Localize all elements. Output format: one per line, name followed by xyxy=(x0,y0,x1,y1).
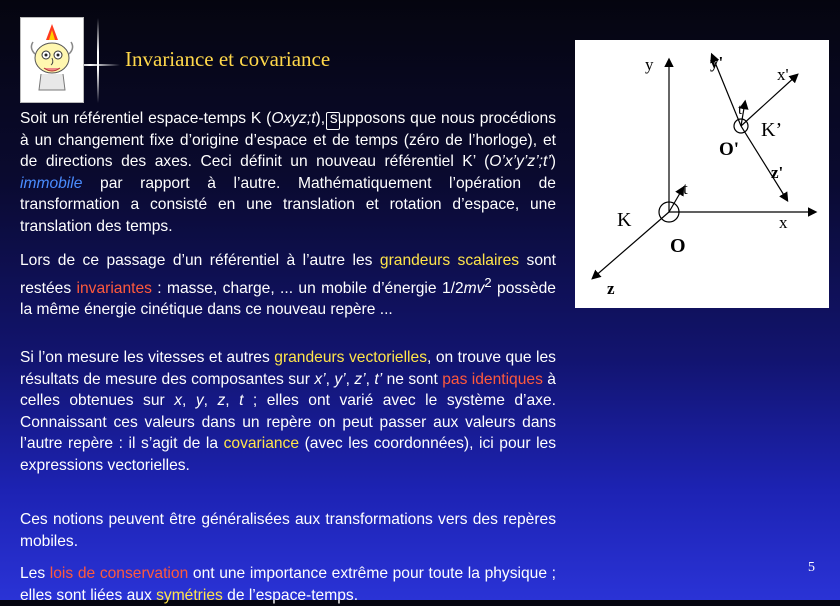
text-run: , xyxy=(225,392,240,409)
text-run: Lors de ce passage d’un référentiel à l’autre les xyxy=(20,252,380,269)
label-t: t xyxy=(683,179,688,198)
superscript: 2 xyxy=(484,274,492,290)
text-run: ) xyxy=(550,153,556,170)
text-run: Les xyxy=(20,565,50,582)
paragraph-generalisation xyxy=(20,509,556,552)
axes-figure xyxy=(575,40,829,308)
text-run-italic: t xyxy=(239,392,244,409)
text-run: sont restées xyxy=(20,252,556,297)
text-run: ), supposons que nous procédions à un changement fixe d’origine d’espace et de temps (zéro de l’horloge), et de directions des axes. Ceci définit un nouveau référentiel K’ ( xyxy=(20,110,556,170)
text-run-italic: z’ xyxy=(354,370,366,388)
t-axis xyxy=(669,188,683,212)
text-run: , xyxy=(345,370,355,388)
text-run-italic: O’x’y’z’;t’ xyxy=(489,153,551,170)
cartoon-face-icon xyxy=(21,18,83,102)
label-y-prime: y' xyxy=(710,53,724,72)
text-run: Soit un référentiel espace-temps K ( xyxy=(20,110,272,127)
text-run: : masse, charge, ... un mobile d’énergie 1/2 xyxy=(151,279,464,297)
text-run: , xyxy=(325,370,335,388)
text-run: , xyxy=(181,392,196,409)
text-run: , xyxy=(365,370,375,388)
highlight-symmetries: symétries xyxy=(156,586,223,604)
text-run-italic: t’ xyxy=(374,370,383,388)
page-number: 5 xyxy=(808,560,815,575)
reference-frames-diagram xyxy=(575,40,829,308)
label-k: K xyxy=(617,209,632,231)
highlight-immobile: immobile xyxy=(20,174,83,192)
highlight-scalar-quantities: grandeurs scalaires xyxy=(379,252,520,269)
highlight-covariance: covariance xyxy=(223,435,300,452)
text-run: ; elles ont varié avec le système d’axe. Connaissant ces valeurs dans un repère on peut passer aux valeurs dans l’autre repère : il s’agit de la xyxy=(20,392,556,452)
label-x: x xyxy=(779,213,788,232)
text-run: à celles obtenues sur xyxy=(20,370,556,409)
text-run: (avec les coordonnées), ici pour les expressions vectorielles. xyxy=(20,435,557,474)
text-run: de l’espace-temps. xyxy=(222,586,359,604)
text-run: ont une importance extrême pour toute la physique ; elles sont liées aux xyxy=(20,565,556,604)
text-run: , on trouve que les résultats de mesure des composantes sur xyxy=(20,349,556,388)
highlight-vector-quantities: grandeurs vectorielles xyxy=(274,349,427,366)
label-t-prime: t' xyxy=(738,102,745,118)
text-run-italic: z xyxy=(217,392,226,409)
label-k-prime: K’ xyxy=(761,119,783,141)
text-run-italic: mv xyxy=(463,279,485,297)
paragraph-vectors xyxy=(20,347,556,476)
text-run: par rapport à l’autre. Mathématiquement l’opération de transformation a consisté en une translation et rotation d’espace, une translation des temps. xyxy=(20,174,556,235)
text-run: Ces notions peuvent être généralisées aux transformations vers des repères mobiles. xyxy=(20,511,556,550)
text-run: , xyxy=(203,392,218,409)
paragraph-scalars xyxy=(20,250,556,321)
text-run-italic: x’ xyxy=(314,370,326,388)
highlight-invariants: invariantes xyxy=(76,279,152,297)
decorative-vertical-line xyxy=(97,18,99,103)
slide-title: Invariance et covariance xyxy=(125,47,331,71)
text-run-italic: y’ xyxy=(334,370,346,388)
label-o-prime: O' xyxy=(719,139,740,160)
paragraph-reference-frame xyxy=(20,108,556,237)
label-z-prime: z' xyxy=(771,163,784,182)
text-run: possède la même énergie cinétique dans ce nouveau repère ... xyxy=(20,279,556,319)
highlight-conservation-laws: lois de conservation xyxy=(49,565,189,582)
label-z: z xyxy=(607,279,615,298)
cartoon-logo xyxy=(20,17,84,103)
text-run: Si l’on mesure les vitesses et autres xyxy=(20,349,275,366)
label-x-prime: x' xyxy=(777,65,789,84)
missing-glyph-box xyxy=(326,112,340,130)
label-o: O xyxy=(670,235,686,257)
text-run: ne sont xyxy=(382,370,443,388)
text-run-italic: Oxyz;t xyxy=(271,110,316,127)
text-run-italic: x xyxy=(174,392,182,409)
text-run-italic: y xyxy=(195,392,204,409)
highlight-not-identical: pas identiques xyxy=(442,370,543,388)
label-y: y xyxy=(645,55,654,74)
